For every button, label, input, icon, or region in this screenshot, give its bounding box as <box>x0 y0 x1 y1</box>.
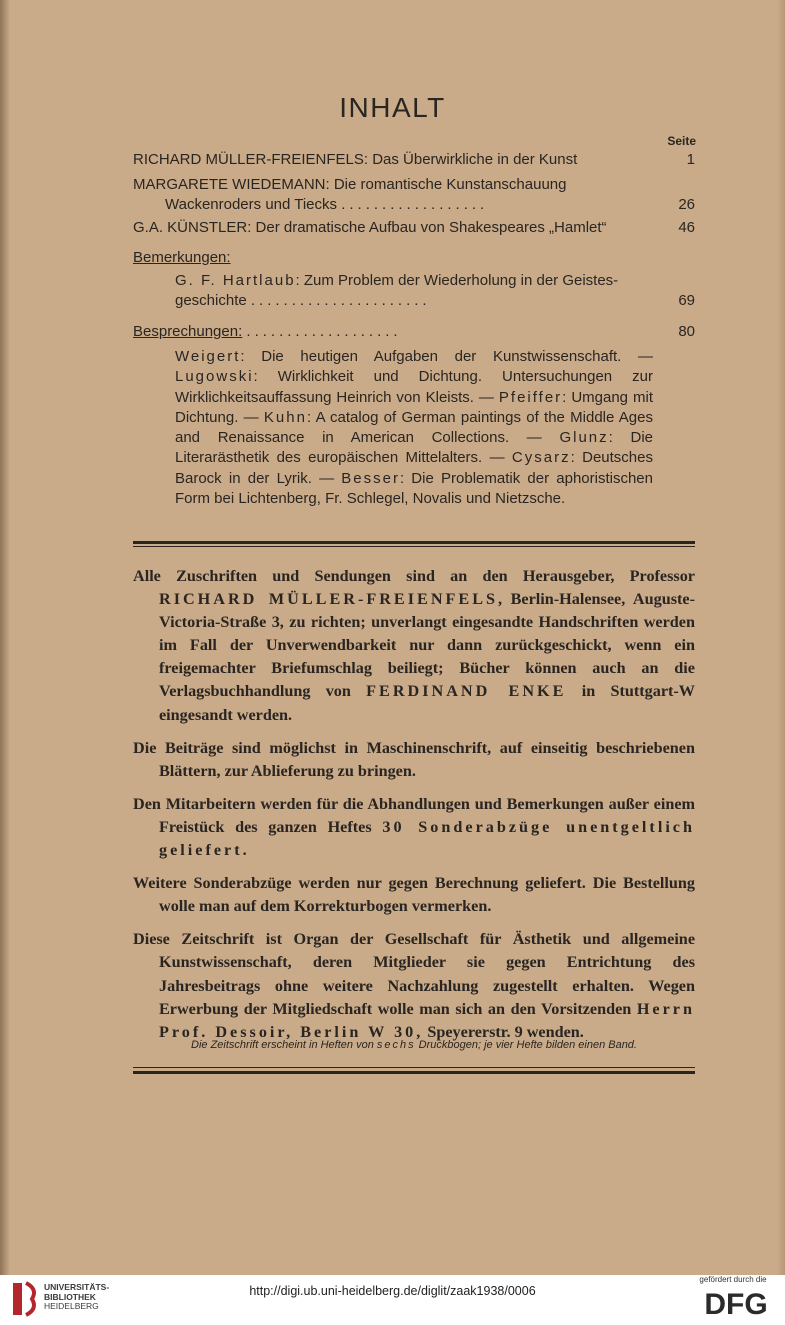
review-author: Kuhn <box>263 408 307 426</box>
review-author: Weigert <box>175 348 241 365</box>
notice-paragraph: Die Beiträge sind möglichst in Maschinenschrift, auf einseitig beschriebenen Blättern, zur Ablieferung zu bringen. <box>133 738 695 780</box>
page-title: INHALT <box>339 92 446 123</box>
toc-page-number: 69 <box>678 292 695 309</box>
toc-entry-3: G.A. KÜNSTLER: Der dramatische Aufbau von Shakespeares „Hamlet“ 46 <box>133 219 695 236</box>
notice-paragraph: Diese Zeitschrift ist Organ der Gesellschaft für Ästhetik und allgemeine Kunstwissenschaft, deren Mitglieder sie gegen Entrichtung des Jahresbeitrags ohne weitere Nachzahlung zugestellt erhalten. Wegen Erwerbung der Mitgliedschaft wolle man sich an den Vorsitzenden Herrn Prof. Dessoir, Berlin W 30, Speyererstr. 9 wenden. <box>133 930 695 1041</box>
divider-rule <box>133 1071 695 1074</box>
review-author: Cysarz <box>511 449 571 467</box>
notice-paragraph: Weitere Sonderabzüge werden nur gegen Berechnung geliefert. Die Bestellung wolle man auf dem Korrekturbogen vermerken. <box>133 874 695 916</box>
besprechungen-section: Besprechungen: ................... 80 <box>133 323 695 340</box>
viewer-footer <box>0 1275 785 1325</box>
notice-paragraph: Alle Zuschriften und Sendungen sind an den Herausgeber, Professor RICHARD MÜLLER-FREIENFELS, Berlin-Halensee, Auguste-Victoria-Straße 3, zu richten; unverlangt eingesandte Handschriften werden im Fall der Unverwendbarkeit nur dann zurückgeschickt, wenn ein freigemachter Briefumschlag beiliegt; Bücher können auch an die Verlagsbuchhandlung von FERDINAND ENKE in Stuttgart-W eingesandt werden. <box>133 567 695 724</box>
divider-rule <box>133 541 695 544</box>
review-author: Besser <box>341 469 400 487</box>
library-logo-text: UNIVERSITÄTS- BIBLIOTHEK HEIDELBERG <box>44 1282 110 1311</box>
dfg-logo-icon <box>697 1286 775 1320</box>
bemerkungen-section: Bemerkungen: G. F. Hartlaub: Zum Problem der Wiederholung in der Geistes- geschichte ...................... 69 <box>133 249 695 309</box>
review-author: Lugowski <box>175 368 254 386</box>
toc-page-number: 46 <box>678 219 695 236</box>
page-column-label: Seite <box>667 134 696 148</box>
toc-entry-1: RICHARD MÜLLER-FREIENFELS: Das Überwirkliche in der Kunst 1 <box>133 151 695 168</box>
divider-rule <box>133 546 695 547</box>
section-heading: Besprechungen: <box>133 323 243 340</box>
footnote: Die Zeitschrift erscheint in Heften von sechs Druckbogen; je vier Hefte bilden einen Band. <box>191 1039 637 1051</box>
review-author: Glunz <box>559 429 609 447</box>
toc-page-number: 1 <box>686 151 695 168</box>
review-author: Pfeiffer <box>498 388 563 406</box>
toc-page-number: 80 <box>678 323 695 340</box>
permalink-url[interactable]: http://digi.ub.uni-heidelberg.de/diglit/zaak1938/0006 <box>249 1284 536 1298</box>
section-heading: Bemerkungen: <box>133 249 231 266</box>
sponsor-name: DFG <box>704 1288 768 1320</box>
divider-rule <box>133 1067 695 1068</box>
toc-entry-2: MARGARETE WIEDEMANN: Die romantische Kunstanschauung Wackenroders und Tiecks .................. 26 <box>133 176 695 213</box>
toc-page-number: 26 <box>678 196 695 213</box>
notice-block <box>133 565 695 1044</box>
sponsor-label: gefördert durch die <box>699 1275 767 1284</box>
notice-paragraph: Den Mitarbeitern werden für die Abhandlungen und Bemerkungen außer einem Freistück des ganzen Heftes 30 Sonderabzüge unentgeltlich geliefert. <box>133 794 695 860</box>
review-list: Weigert: Die heutigen Aufgaben der Kunstwissenschaft. — Lugowski: Wirklichkeit und Dichtung. Untersuchungen zur Wirklichkeitsauffassung Heinrich von Kleists. — Pfeiffer: Umgang mit Dichtung. — Kuhn: A catalog of German paintings of the Middle Ages and Renaissance in American Collections. — Glunz: Die Literarästhetik des europäischen Mittelalters. — Cysarz: Deutsches Barock in der Lyrik. — Besser: Die Problematik der aphoristischen Form bei Lichtenberg, Fr. Schlegel, Novalis und Nietzsche. <box>175 348 653 508</box>
